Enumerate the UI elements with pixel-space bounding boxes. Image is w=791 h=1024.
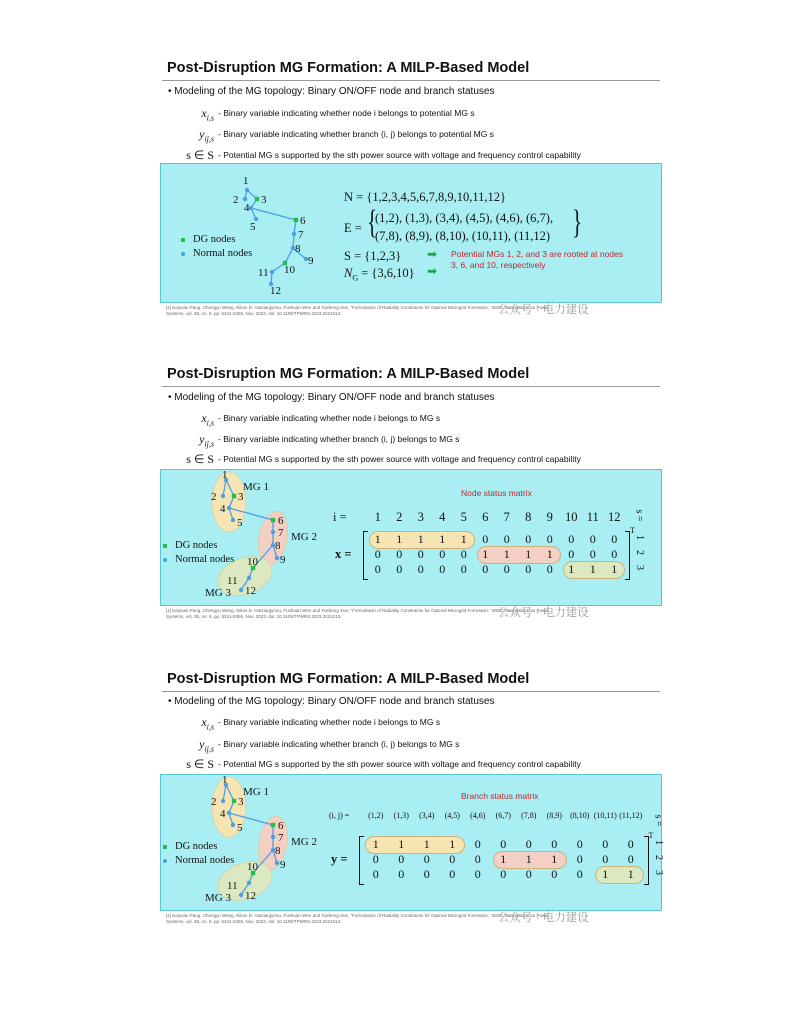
matrix-cell: 0 — [611, 547, 618, 561]
node-label-6: 6 — [278, 820, 284, 832]
arrow-icon: ➡ — [427, 264, 438, 278]
matrix-col-header: (8,10) — [570, 811, 590, 820]
matrix-cell: 0 — [525, 562, 532, 576]
matrix-cell: 0 — [500, 837, 507, 851]
title-rule — [162, 386, 660, 387]
matrix-cell: 1 — [503, 547, 510, 561]
matrix-title: Node status matrix — [461, 488, 532, 498]
node-label-7: 7 — [298, 229, 304, 241]
var-y: $y_{ij,s}$ — [199, 432, 214, 449]
matrix-cell: 0 — [482, 562, 489, 576]
s-index-value: 1 — [634, 535, 645, 540]
var-x-desc: - Binary variable indicating whether node i belongs to MG s — [218, 717, 441, 727]
node-label-6: 6 — [300, 215, 306, 227]
node-12 — [239, 588, 243, 592]
matrix-col-header: (6,7) — [495, 811, 511, 820]
matrix-cell: 1 — [482, 547, 489, 561]
matrix-cell: 0 — [374, 562, 381, 576]
node-label-4: 4 — [220, 808, 226, 820]
matrix-cell: 1 — [449, 837, 456, 851]
matrix-col-header: (4,6) — [470, 811, 486, 820]
node-label-5: 5 — [237, 822, 243, 834]
node-label-8: 8 — [275, 845, 281, 857]
matrix-cell: 0 — [551, 867, 558, 881]
s-index-value: 2 — [652, 855, 664, 860]
matrix-cell: 0 — [576, 837, 583, 851]
watermark: 公众号 · 电力建设 — [498, 607, 589, 619]
s-index-label: s = — [652, 814, 664, 827]
slide-3 — [160, 671, 664, 936]
var-x-desc: - Binary variable indicating whether node i belongs to MG s — [218, 413, 441, 423]
matrix-col-header: (8,9) — [546, 811, 562, 820]
legend-dg: DG nodes — [163, 841, 217, 852]
matrix-cell: 0 — [568, 547, 575, 561]
matrix-cell: 0 — [417, 562, 424, 576]
matrix-cell: 0 — [503, 532, 510, 546]
matrix-col-header: (3,4) — [419, 811, 435, 820]
node-label-8: 8 — [275, 540, 281, 552]
var-y-desc: - Binary variable indicating whether branch (i, j) belongs to potential MG s — [218, 129, 494, 139]
matrix-cell: 0 — [611, 532, 618, 546]
node-label-12: 12 — [245, 585, 256, 597]
matrix-col-header: (11,12) — [619, 811, 643, 820]
s-index-value: 3 — [634, 565, 645, 570]
node-label-3: 3 — [238, 491, 244, 503]
matrix-cell: 0 — [474, 867, 481, 881]
diagram-panel — [160, 774, 662, 911]
matrix-cell: 1 — [568, 562, 575, 576]
matrix-cell: 0 — [474, 852, 481, 866]
matrix-cell: 0 — [627, 852, 634, 866]
matrix-cell: 1 — [374, 532, 381, 546]
matrix-col-header: (10,11) — [593, 811, 617, 820]
matrix-col-header: 8 — [525, 510, 532, 524]
node-1 — [245, 188, 249, 192]
node-label-1: 1 — [243, 175, 249, 187]
matrix-col-header: (1,3) — [393, 811, 409, 820]
mg-1-label: MG 1 — [243, 786, 269, 798]
node-label-12: 12 — [245, 890, 256, 902]
mg-1-label: MG 1 — [243, 481, 269, 493]
matrix-cell: 1 — [417, 532, 424, 546]
node-5 — [231, 823, 235, 827]
node-label-10: 10 — [247, 556, 258, 568]
matrix-cell: 0 — [589, 532, 596, 546]
network-tree — [161, 470, 331, 605]
matrix-col-header: 7 — [503, 510, 510, 524]
legend-normal: Normal nodes — [163, 554, 234, 565]
matrix-cell: 1 — [602, 867, 609, 881]
diagram-panel — [160, 163, 662, 303]
node-label-7: 7 — [278, 832, 284, 844]
set-E-brace: { — [367, 204, 378, 241]
arrow-icon: ➡ — [427, 247, 438, 261]
matrix-cell: 1 — [500, 852, 507, 866]
matrix-cell: 1 — [460, 532, 467, 546]
watermark: 公众号 · 电力建设 — [498, 912, 589, 924]
watermark: 公众号 · 电力建设 — [498, 304, 589, 316]
matrix-cell: 0 — [589, 547, 596, 561]
bullet-text: • Modeling of the MG topology: Binary ON/OFF node and branch statuses — [168, 392, 495, 403]
reference: [1] Kaiyuan Pang, Chengyu Wang, Nikos D. Hatziargyriou, Fushuan Wen and Yusheng Xue, "Formulation of Radiality Constraints for Optimal Microgrid Formation," IEEE Transactions on Power Systems, vol. 38, no. 6, pp. 5341-5355, Nov. 2023, doi: 10.1109/TPWRS.2023.3221013. — [166, 608, 550, 619]
node-label-7: 7 — [278, 527, 284, 539]
node-4 — [227, 506, 231, 510]
var-x: $x_{i,s}$ — [201, 106, 214, 123]
matrix-cell: 0 — [396, 562, 403, 576]
matrix-col-header: 12 — [608, 510, 621, 524]
matrix-cell: 1 — [525, 852, 532, 866]
node-2 — [243, 197, 247, 201]
matrix-col-header: (4,5) — [444, 811, 460, 820]
matrix-cell: 0 — [525, 867, 532, 881]
reference: [1] Kaiyuan Pang, Chengyu Wang, Nikos D. Hatziargyriou, Fushuan Wen and Yusheng Xue, "Formulation of Radiality Constraints for Optimal Microgrid Formation," IEEE Transactions on Power Systems, vol. 38, no. 6, pp. 5341-5355, Nov. 2023, doi: 10.1109/TPWRS.2023.3221013. — [166, 305, 550, 316]
title-rule — [162, 80, 660, 81]
var-y-desc: - Binary variable indicating whether branch (i, j) belongs to MG s — [218, 434, 460, 444]
s-index-value: 1 — [652, 840, 664, 845]
node-label-5: 5 — [250, 221, 256, 233]
matrix-cell: 0 — [423, 867, 430, 881]
node-6 — [294, 218, 298, 222]
mg-2-label: MG 2 — [291, 836, 317, 848]
node-7 — [271, 835, 275, 839]
slide-title: Post-Disruption MG Formation: A MILP-Based Model — [167, 366, 530, 382]
node-7 — [292, 232, 296, 236]
matrix-cell: 0 — [602, 837, 609, 851]
node-label-10: 10 — [284, 264, 295, 276]
matrix-col-header: 6 — [482, 510, 489, 524]
matrix-cell: 1 — [398, 837, 405, 851]
node-label-2: 2 — [233, 194, 239, 206]
node-6 — [271, 518, 275, 522]
node-3 — [255, 197, 259, 201]
node-label-9: 9 — [280, 859, 286, 871]
matrix-cell: 1 — [423, 837, 430, 851]
var-x-desc: - Binary variable indicating whether node i belongs to potential MG s — [218, 108, 475, 118]
set-E-brace-close: } — [572, 204, 583, 241]
mg-2-label: MG 2 — [291, 531, 317, 543]
node-6 — [271, 823, 275, 827]
set-NG: $N_G = \{3,6,10\}$ — [344, 266, 415, 283]
matrix-cell: 0 — [500, 867, 507, 881]
node-label-11: 11 — [258, 267, 269, 279]
matrix-cell: 0 — [546, 562, 553, 576]
matrix-cell: 1 — [525, 547, 532, 561]
node-label-6: 6 — [278, 515, 284, 527]
s-index-value: 3 — [652, 870, 664, 875]
node-label-4: 4 — [220, 503, 226, 515]
set-E-row2: (7,8), (8,9), (8,10), (10,11), (11,12) — [375, 229, 551, 243]
var-x: $x_{i,s}$ — [201, 411, 214, 428]
node-label-11: 11 — [227, 880, 238, 892]
legend-normal: Normal nodes — [181, 248, 252, 259]
matrix-cell: 1 — [439, 532, 446, 546]
var-s-desc: - Potential MG s supported by the sth power source with voltage and frequency control capability — [218, 150, 581, 160]
var-s: s ∈ S — [186, 148, 214, 162]
matrix-header-label: i = — [333, 510, 347, 524]
s-index-value: 2 — [634, 550, 645, 555]
matrix-bracket-right — [644, 836, 649, 885]
node-4 — [227, 811, 231, 815]
node-label-8: 8 — [295, 243, 301, 255]
node-label-2: 2 — [211, 491, 217, 503]
node-3 — [232, 799, 236, 803]
slide-title: Post-Disruption MG Formation: A MILP-Based Model — [167, 671, 530, 687]
var-x: $x_{i,s}$ — [201, 715, 214, 732]
matrix-cell: 1 — [396, 532, 403, 546]
matrix-cell: 1 — [589, 562, 596, 576]
matrix-col-header: (7,8) — [521, 811, 537, 820]
matrix-cell: 0 — [417, 547, 424, 561]
matrix-cell: 1 — [611, 562, 618, 576]
set-E-row1: (1,2), (1,3), (3,4), (4,5), (4,6), (6,7), — [375, 211, 554, 225]
matrix-cell: 0 — [396, 547, 403, 561]
node-7 — [271, 530, 275, 534]
bullet-text: • Modeling of the MG topology: Binary ON/OFF node and branch statuses — [168, 696, 495, 707]
matrix-cell: 1 — [627, 867, 634, 881]
node-label-1: 1 — [222, 470, 228, 481]
node-label-12: 12 — [270, 285, 281, 297]
slide-title: Post-Disruption MG Formation: A MILP-Based Model — [167, 60, 530, 76]
node-status-matrix — [331, 500, 656, 600]
matrix-col-header: 4 — [439, 510, 446, 524]
matrix-cell: 0 — [627, 837, 634, 851]
node-9 — [275, 556, 279, 560]
slide-2 — [160, 366, 660, 631]
matrix-cell: 0 — [374, 547, 381, 561]
node-2 — [221, 799, 225, 803]
legend-dg: DG nodes — [163, 540, 217, 551]
matrix-cell: 0 — [439, 562, 446, 576]
matrix-col-header: 1 — [374, 510, 381, 524]
node-label-1: 1 — [222, 775, 228, 786]
matrix-cell: 0 — [398, 852, 405, 866]
matrix-cell: 1 — [551, 852, 558, 866]
title-rule — [162, 691, 660, 692]
set-S: S = {1,2,3} — [344, 249, 402, 263]
reference: [1] Kaiyuan Pang, Chengyu Wang, Nikos D. Hatziargyriou, Fushuan Wen and Yusheng Xue, "Formulation of Radiality Constraints for Optimal Microgrid Formation," IEEE Transactions on Power Systems, vol. 38, no. 6, pp. 5341-5355, Nov. 2023, doi: 10.1109/TPWRS.2023.3221013. — [166, 913, 550, 924]
node-label-3: 3 — [261, 194, 267, 206]
transpose-mark: T — [630, 526, 635, 535]
matrix-cell: 0 — [525, 532, 532, 546]
node-label-11: 11 — [227, 575, 238, 587]
set-E-label: E = — [344, 221, 362, 235]
matrix-cell: 1 — [372, 837, 379, 851]
matrix-col-header: 3 — [417, 510, 424, 524]
node-label-2: 2 — [211, 796, 217, 808]
matrix-bracket-left — [363, 531, 368, 580]
matrix-cell: 0 — [602, 852, 609, 866]
potential-mg-note: Potential MGs 1, 2, and 3 are rooted at nodes 3, 6, and 10, respectively — [451, 249, 623, 270]
slide-1 — [160, 60, 660, 325]
matrix-cell: 0 — [474, 837, 481, 851]
mg-3-label: MG 3 — [205, 892, 231, 904]
var-s: s ∈ S — [186, 452, 214, 466]
matrix-col-header: 9 — [546, 510, 553, 524]
node-11 — [247, 881, 251, 885]
matrix-cell: 0 — [482, 532, 489, 546]
node-11 — [270, 270, 274, 274]
mg-3-label: MG 3 — [205, 587, 231, 599]
var-s-desc: - Potential MG s supported by the sth power source with voltage and frequency control capability — [218, 454, 581, 464]
matrix-cell: 0 — [372, 867, 379, 881]
var-y: $y_{ij,s}$ — [199, 127, 214, 144]
matrix-col-header: 11 — [586, 510, 599, 524]
branch-8-10 — [285, 248, 293, 263]
node-label-9: 9 — [308, 255, 314, 267]
matrix-cell: 0 — [460, 547, 467, 561]
node-5 — [231, 518, 235, 522]
matrix-cell: 0 — [439, 547, 446, 561]
matrix-col-header: (1,2) — [368, 811, 384, 820]
legend-dg: DG nodes — [181, 234, 235, 245]
node-label-4: 4 — [244, 202, 250, 214]
node-2 — [221, 494, 225, 498]
var-y-desc: - Binary variable indicating whether branch (i, j) belongs to MG s — [218, 739, 460, 749]
node-9 — [275, 861, 279, 865]
node-11 — [247, 576, 251, 580]
matrix-bracket-right — [625, 531, 630, 580]
node-12 — [239, 893, 243, 897]
branch-status-matrix — [321, 805, 664, 905]
matrix-cell: 0 — [576, 852, 583, 866]
node-label-10: 10 — [247, 861, 258, 873]
node-label-9: 9 — [280, 554, 286, 566]
matrix-title: Branch status matrix — [461, 791, 539, 801]
matrix-cell: 0 — [503, 562, 510, 576]
set-N: N = {1,2,3,4,5,6,7,8,9,10,11,12} — [344, 190, 506, 204]
matrix-label: x = — [335, 547, 352, 561]
bullet-text: • Modeling of the MG topology: Binary ON/OFF node and branch statuses — [168, 86, 495, 97]
matrix-cell: 0 — [551, 837, 558, 851]
node-label-3: 3 — [238, 796, 244, 808]
matrix-label: y = — [331, 852, 348, 866]
legend-normal: Normal nodes — [163, 855, 234, 866]
matrix-cell: 0 — [568, 532, 575, 546]
matrix-cell: 1 — [546, 547, 553, 561]
matrix-header-label: (i, j) = — [329, 811, 350, 820]
matrix-col-header: 2 — [396, 510, 403, 524]
matrix-cell: 0 — [546, 532, 553, 546]
transpose-mark: T — [648, 831, 654, 840]
matrix-bracket-left — [359, 836, 364, 885]
matrix-cell: 0 — [460, 562, 467, 576]
matrix-cell: 0 — [398, 867, 405, 881]
network-tree — [161, 164, 331, 302]
var-s: s ∈ S — [186, 757, 214, 771]
var-y: $y_{ij,s}$ — [199, 737, 214, 754]
node-label-5: 5 — [237, 517, 243, 529]
matrix-cell: 0 — [423, 852, 430, 866]
var-s-desc: - Potential MG s supported by the sth power source with voltage and frequency control capability — [218, 759, 581, 769]
matrix-col-header: 10 — [565, 510, 578, 524]
matrix-cell: 0 — [449, 867, 456, 881]
s-index-label: s = — [633, 509, 645, 522]
matrix-cell: 0 — [576, 867, 583, 881]
matrix-cell: 0 — [525, 837, 532, 851]
matrix-col-header: 5 — [460, 510, 467, 524]
matrix-cell: 0 — [449, 852, 456, 866]
matrix-cell: 0 — [372, 852, 379, 866]
diagram-panel — [160, 469, 662, 606]
node-3 — [232, 494, 236, 498]
